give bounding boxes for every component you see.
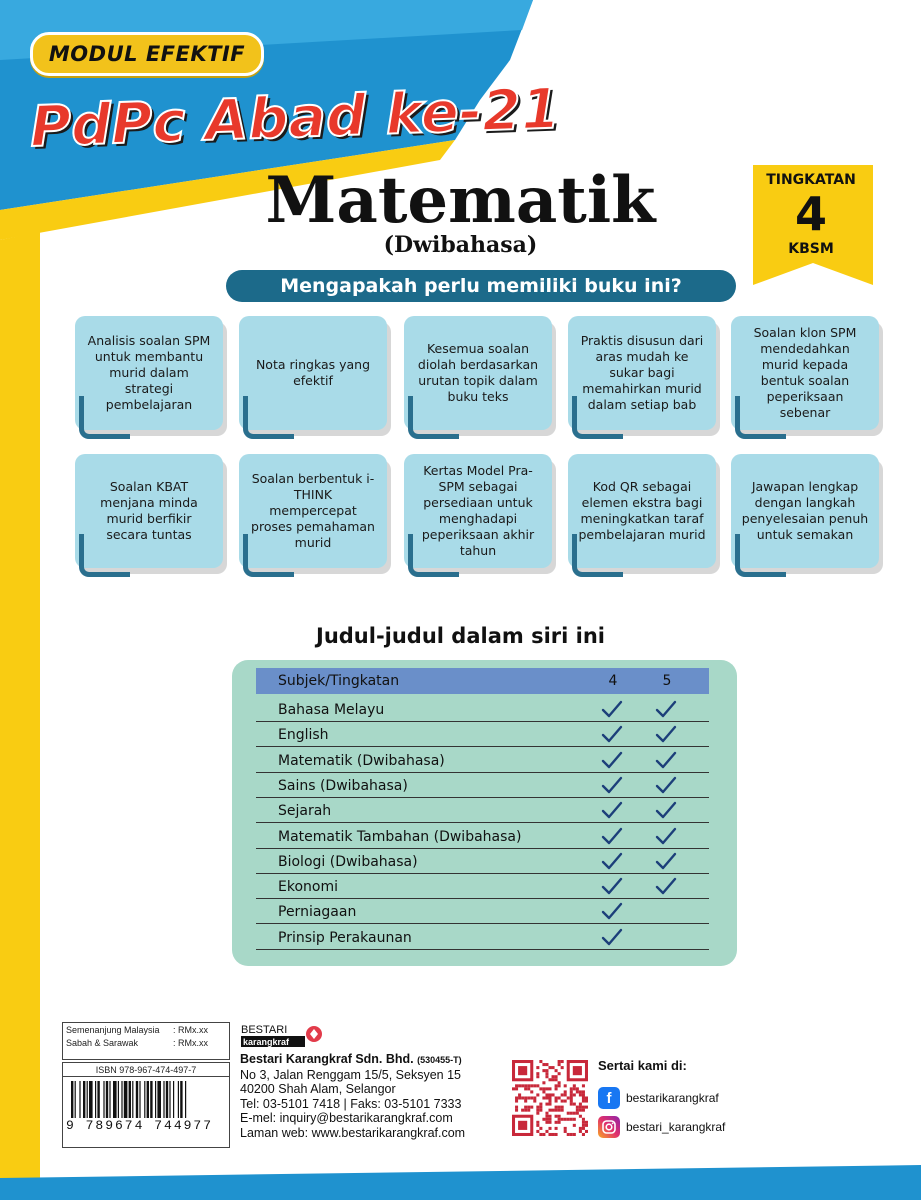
series-list-title: Judul-judul dalam siri ini xyxy=(316,624,605,648)
feature-card-text: Kesemua soalan diolah berdasarkan urutan topik dalam buku teks xyxy=(417,341,539,404)
publisher-name: Bestari Karangkraf Sdn. Bhd. xyxy=(240,1052,414,1066)
why-question-banner: Mengapakah perlu memiliki buku ini? xyxy=(226,270,736,302)
header-subject-label: Subjek/Tingkatan xyxy=(278,673,400,689)
feature-card-text: Praktis disusun dari aras mudah ke sukar bagi memahirkan murid dalam setiap bab xyxy=(580,333,704,412)
barcode-bar xyxy=(163,1081,164,1121)
header-form4-label: 4 xyxy=(608,673,618,689)
instagram-link[interactable] xyxy=(598,1115,725,1139)
feature-card-text: Soalan berbentuk i-THINK mempercepat proses pemahaman murid xyxy=(251,471,375,550)
form5-check-icon xyxy=(654,698,678,720)
publisher-info xyxy=(240,1052,510,1141)
form5-check-icon xyxy=(654,875,678,897)
barcode-bar xyxy=(185,1081,186,1121)
form4-check-icon xyxy=(600,698,624,720)
series-table-row xyxy=(256,797,709,823)
barcode-bar xyxy=(71,1081,73,1121)
facebook-handle: bestarikarangkraf xyxy=(626,1091,719,1105)
barcode-bar xyxy=(147,1081,149,1121)
follow-us-label: Sertai kami di: xyxy=(598,1058,687,1073)
price-value-1: : RMx.xx xyxy=(173,1025,208,1035)
price-region-2: Sabah & Sarawak xyxy=(66,1038,139,1048)
modul-efektif-badge: MODUL EFEKTIF xyxy=(30,32,264,76)
barcode-bar xyxy=(83,1081,85,1121)
price-region-1: Semenanjung Malaysia xyxy=(66,1025,160,1035)
barcode-bar xyxy=(97,1081,99,1121)
feature-card xyxy=(404,454,552,576)
feature-card-text: Jawapan lengkap dengan langkah penyelesaian penuh untuk semakan xyxy=(741,479,869,542)
barcode-bar xyxy=(87,1081,88,1121)
barcode-bar xyxy=(121,1081,122,1121)
feature-card xyxy=(731,316,879,438)
barcode-bar xyxy=(129,1081,131,1121)
barcode-bar xyxy=(144,1081,145,1121)
series-subject-name: Bahasa Melayu xyxy=(278,702,385,718)
barcode-bar xyxy=(139,1081,140,1121)
barcode-bar xyxy=(166,1081,168,1121)
form4-check-icon xyxy=(600,799,624,821)
barcode xyxy=(62,1076,230,1148)
form5-check-icon xyxy=(654,850,678,872)
publisher-address-2: 40200 Shah Alam, Selangor xyxy=(240,1082,396,1097)
form5-check-icon xyxy=(654,825,678,847)
form-number: 4 xyxy=(794,187,827,241)
form4-check-icon xyxy=(600,749,624,771)
feature-card xyxy=(731,454,879,576)
book-subject-title: Matematik xyxy=(265,163,656,238)
header-form5-label: 5 xyxy=(662,673,672,689)
form4-check-icon xyxy=(600,850,624,872)
publisher-phone: Tel: 03-5101 7418 | Faks: 03-5101 7333 xyxy=(240,1096,462,1111)
facebook-link[interactable] xyxy=(598,1086,719,1110)
series-table-row xyxy=(256,721,709,747)
publisher-email[interactable]: E-mel: inquiry@bestarikarangkraf.com xyxy=(240,1111,453,1126)
series-table-row xyxy=(256,848,709,874)
publisher-logo xyxy=(240,1022,324,1048)
series-title-logo: PdPc Abad ke-21 xyxy=(28,76,561,161)
logo-text-top: BESTARI xyxy=(241,1024,288,1036)
barcode-bar xyxy=(95,1081,96,1121)
logo-text-bottom: karangkraf xyxy=(243,1037,290,1047)
feature-card xyxy=(239,454,387,576)
form4-check-icon xyxy=(600,926,624,948)
feature-card-text: Kod QR sebagai elemen ekstra bagi meningkatkan taraf pembelajaran murid xyxy=(578,479,706,542)
form5-check-icon xyxy=(654,723,678,745)
book-subtitle: (Dwibahasa) xyxy=(383,232,538,258)
feature-card-text: Analisis soalan SPM untuk membantu murid dalam strategi pembelajaran xyxy=(87,333,211,412)
instagram-icon xyxy=(598,1116,620,1138)
series-table-row xyxy=(256,696,709,722)
feature-card xyxy=(404,316,552,438)
barcode-bar xyxy=(79,1081,80,1121)
feature-card-text: Soalan KBAT menjana minda murid berfikir secara tuntas xyxy=(100,479,198,542)
barcode-bar xyxy=(106,1081,108,1121)
barcode-bar xyxy=(157,1081,161,1121)
barcode-bar xyxy=(150,1081,152,1121)
feature-card xyxy=(239,316,387,438)
series-table-row xyxy=(256,924,709,950)
form5-check-icon xyxy=(654,799,678,821)
price-value-2: : RMx.xx xyxy=(173,1038,208,1048)
feature-card xyxy=(75,316,223,438)
form4-check-icon xyxy=(600,825,624,847)
series-table-row xyxy=(256,873,709,899)
publisher-website[interactable]: Laman web: www.bestarikarangkraf.com xyxy=(240,1125,466,1140)
price-box xyxy=(62,1022,230,1060)
curriculum-label: KBSM xyxy=(788,241,834,257)
series-subject-name: Perniagaan xyxy=(278,904,357,921)
series-table-row xyxy=(256,772,709,798)
isbn-label: ISBN 978-967-474-497-7 xyxy=(62,1062,230,1078)
qr-code-icon[interactable] xyxy=(512,1060,588,1136)
barcode-bar xyxy=(75,1081,76,1121)
facebook-icon: f xyxy=(598,1087,620,1109)
form4-check-icon xyxy=(600,723,624,745)
form4-check-icon xyxy=(600,774,624,796)
form-label: TINGKATAN xyxy=(766,172,856,188)
barcode-bar xyxy=(124,1081,128,1121)
series-subject-name: Biologi (Dwibahasa) xyxy=(278,853,418,870)
publisher-reg: (530455-T) xyxy=(417,1055,462,1065)
footer-blue-band xyxy=(0,1165,921,1200)
instagram-handle: bestari_karangkraf xyxy=(626,1120,726,1134)
series-table-row xyxy=(256,898,709,924)
form4-check-icon xyxy=(600,875,624,897)
feature-card-text: Kertas Model Pra-SPM sebagai persediaan untuk menghadapi peperiksaan akhir tahun xyxy=(421,463,535,558)
feature-card-text: Nota ringkas yang efektif xyxy=(255,357,371,388)
publisher-address-1: No 3, Jalan Renggam 15/5, Seksyen 15 xyxy=(240,1067,461,1082)
series-subject-name: Matematik (Dwibahasa) xyxy=(278,752,445,769)
barcode-bar xyxy=(155,1081,156,1121)
feature-card xyxy=(568,454,716,576)
form4-check-icon xyxy=(600,900,624,922)
feature-card-text: Soalan klon SPM mendedahkan murid kepada bentuk soalan peperiksaan sebenar xyxy=(753,325,857,420)
barcode-bar xyxy=(132,1081,133,1121)
barcode-bar xyxy=(173,1081,174,1121)
series-table-row xyxy=(256,747,709,773)
barcode-bar xyxy=(118,1081,119,1121)
feature-card xyxy=(568,316,716,438)
form5-check-icon xyxy=(654,749,678,771)
left-yellow-strip xyxy=(0,232,40,1200)
series-subject-name: Sains (Dwibahasa) xyxy=(278,777,408,794)
barcode-number: 9 789674 744977 xyxy=(66,1118,226,1133)
series-subject-name: Sejarah xyxy=(278,803,332,820)
barcode-bar xyxy=(103,1081,104,1121)
form5-check-icon xyxy=(654,774,678,796)
feature-card xyxy=(75,454,223,576)
series-subject-name: Prinsip Perakaunan xyxy=(278,929,412,946)
barcode-bar xyxy=(136,1081,138,1121)
series-subject-name: Ekonomi xyxy=(278,879,338,896)
barcode-bar xyxy=(89,1081,93,1121)
barcode-bar xyxy=(109,1081,110,1121)
barcode-bar xyxy=(178,1081,179,1121)
barcode-bar xyxy=(169,1081,170,1121)
series-subject-name: Matematik Tambahan (Dwibahasa) xyxy=(278,828,522,845)
barcode-bar xyxy=(113,1081,117,1121)
series-table-row xyxy=(256,823,709,849)
series-subject-name: English xyxy=(278,727,329,744)
barcode-bar xyxy=(180,1081,182,1121)
